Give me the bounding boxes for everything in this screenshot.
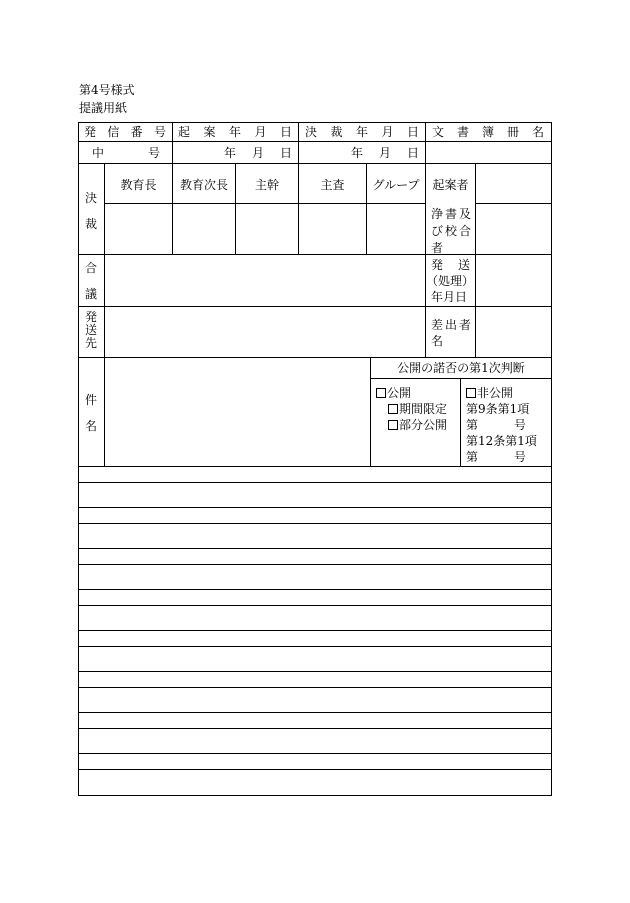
hassou-label: 発 送 bbox=[431, 258, 470, 272]
role-kyoikujicho: 教育次長 bbox=[179, 178, 228, 192]
header-kian-date: 起 案 年 月 日 bbox=[178, 125, 292, 139]
ruled-line bbox=[78, 548, 552, 549]
form-title: 提議用紙 bbox=[79, 101, 128, 115]
ruled-line bbox=[78, 523, 552, 524]
hassousaki-label: 発 送 先 bbox=[84, 310, 97, 350]
border-bottom bbox=[78, 795, 552, 796]
vline bbox=[460, 378, 461, 467]
article12: 第12条第1項 bbox=[466, 434, 537, 448]
hline bbox=[78, 141, 552, 142]
option-period-limited: 期間限定 bbox=[388, 401, 447, 417]
checkbox-period-limited[interactable] bbox=[388, 404, 398, 414]
article12-number: 第 号 bbox=[466, 450, 526, 464]
disclosure-title: 公開の諾否の第1次判断 bbox=[397, 361, 525, 375]
number-prefix: 中 bbox=[92, 146, 105, 160]
ruled-line bbox=[78, 630, 552, 631]
hline bbox=[78, 357, 552, 358]
hassou-date: 年 月 日 bbox=[431, 290, 468, 304]
sashidashi-label: 差 出 者 bbox=[431, 318, 472, 332]
checkbox-nonpublic[interactable] bbox=[466, 388, 476, 398]
article9-number: 第 号 bbox=[466, 418, 526, 432]
ruled-line bbox=[78, 728, 552, 729]
vline bbox=[104, 163, 105, 467]
checkbox-partial[interactable] bbox=[388, 420, 398, 430]
date2: 年 月 日 bbox=[351, 146, 419, 160]
shori-label: （処理） bbox=[426, 274, 475, 288]
header-kessai-date: 決 裁 年 月 日 bbox=[305, 125, 419, 139]
role-group: グループ bbox=[372, 178, 420, 192]
hline bbox=[78, 466, 552, 467]
hline bbox=[78, 306, 552, 307]
kenmei-label: 件 名 bbox=[84, 393, 97, 433]
role-kiansha: 起案者 bbox=[432, 178, 469, 192]
ruled-line bbox=[78, 769, 552, 770]
number-suffix: 号 bbox=[148, 146, 161, 160]
ruled-line bbox=[78, 605, 552, 606]
role-shukan: 主幹 bbox=[254, 178, 279, 192]
hline bbox=[78, 254, 552, 255]
option-nonpublic: 非公開 bbox=[466, 385, 513, 401]
kessai-label: 決 裁 bbox=[84, 191, 97, 231]
ruled-line bbox=[78, 646, 552, 647]
ruled-line bbox=[78, 753, 552, 754]
jousho-label: 浄 書 及 び 校 合 者 bbox=[431, 207, 472, 255]
aigi-label: 合 議 bbox=[84, 261, 97, 301]
border-right bbox=[551, 122, 552, 796]
article9: 第9条第1項 bbox=[466, 402, 530, 416]
role-kyoikucho: 教育長 bbox=[120, 178, 157, 192]
vline bbox=[298, 122, 299, 164]
form-number: 第4号様式 bbox=[79, 83, 135, 97]
checkbox-public[interactable] bbox=[376, 388, 386, 398]
vline bbox=[425, 122, 426, 358]
ruled-line bbox=[78, 687, 552, 688]
border-top bbox=[78, 122, 552, 123]
ruled-line bbox=[78, 589, 552, 590]
ruled-line bbox=[78, 564, 552, 565]
ruled-line bbox=[78, 482, 552, 483]
header-hassin-bango: 発 信 番 号 bbox=[84, 125, 166, 139]
hline bbox=[475, 203, 552, 204]
sashidashi-mei: 名 bbox=[431, 334, 444, 348]
hline bbox=[370, 378, 552, 379]
header-bunsho-bosatsu: 文 書 簿 冊 名 bbox=[432, 125, 544, 139]
vline bbox=[475, 163, 476, 358]
ruled-line bbox=[78, 671, 552, 672]
ruled-line bbox=[78, 712, 552, 713]
option-public: 公開 bbox=[376, 385, 411, 401]
hline bbox=[104, 203, 426, 204]
ruled-line bbox=[78, 507, 552, 508]
role-shusa: 主査 bbox=[320, 178, 345, 192]
hline bbox=[78, 163, 552, 164]
border-left bbox=[78, 122, 79, 796]
date1: 年 月 日 bbox=[224, 146, 292, 160]
vline bbox=[172, 122, 173, 164]
option-partial: 部分公開 bbox=[388, 417, 447, 433]
